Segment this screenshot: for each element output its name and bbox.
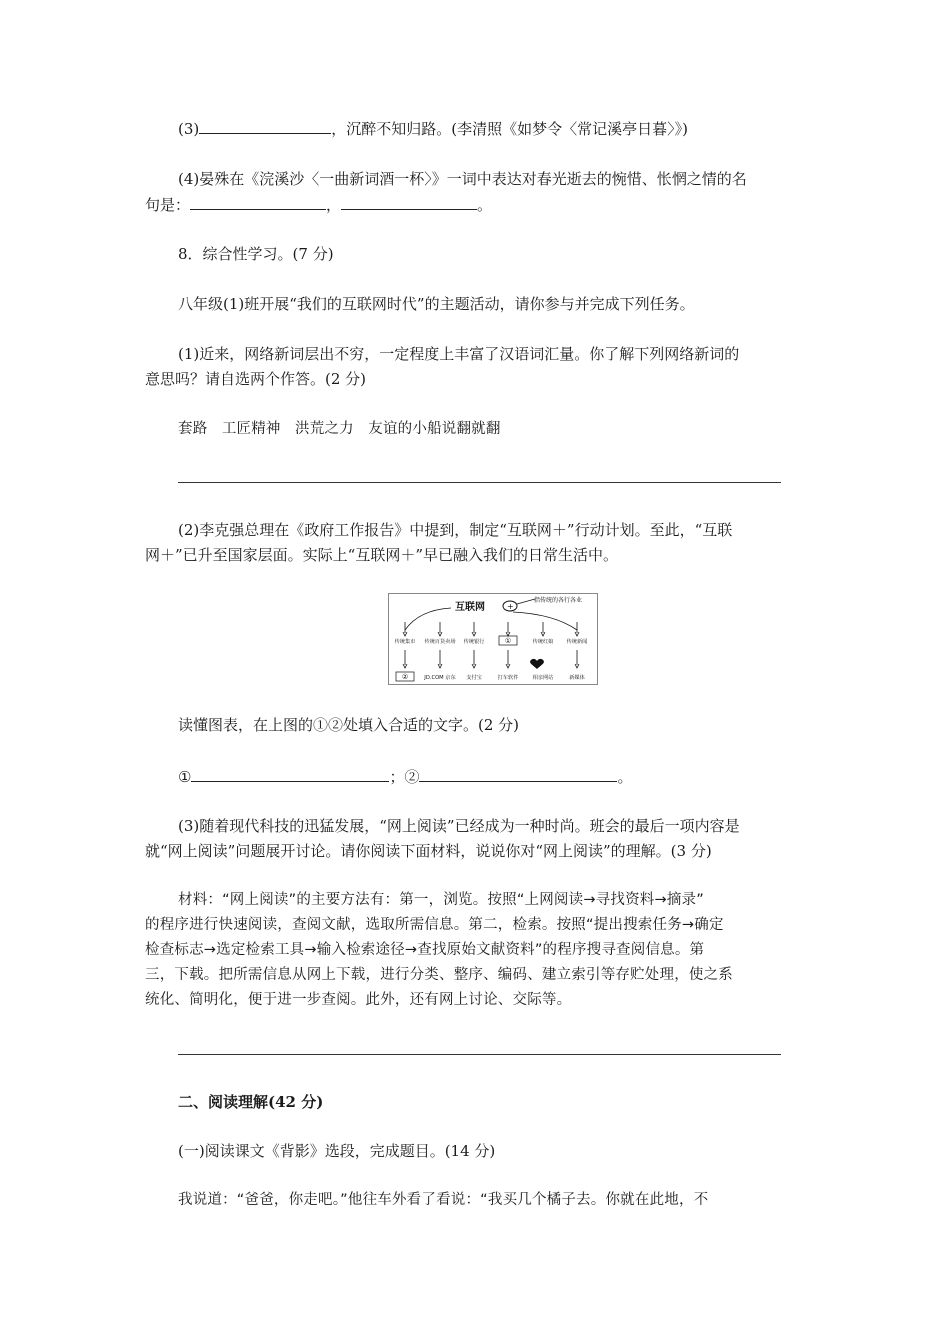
diagram-top-label: 传统红娘: [532, 639, 554, 645]
q8-part2-answers: [178, 765, 838, 788]
q8-part3-line1: (3)随着现代科技的迅猛发展，“网上阅读”已经成为一种时尚。班会的最后一项内容是: [178, 817, 740, 835]
q7-item4-line1: (4)晏殊在《浣溪沙〈一曲新词酒一杯〉》一词中表达对春光逝去的惋惜、怅惘之情的名: [178, 170, 747, 188]
bottom-labels: [396, 672, 586, 681]
answer-blank-2[interactable]: [419, 765, 617, 782]
material-line: 统化、简明化，便于进一步查阅。此外，还有网上讨论、交际等。: [145, 992, 572, 1008]
answer-blank[interactable]: [190, 193, 326, 210]
passage-start: 我说道：“爸爸，你走吧。”他往车外看了看说：“我买几个橘子去。你就在此地，不: [178, 1192, 709, 1208]
diagram-bottom-label: 支付宝: [466, 675, 482, 681]
item4-end: 。: [477, 196, 493, 214]
answer-blank[interactable]: [341, 193, 477, 210]
q8-part1-line2: 意思吗？请自选两个作答。(2 分): [145, 370, 367, 388]
diagram-bottom-label: 相亲网站: [532, 675, 554, 681]
item3-label: (3): [178, 120, 200, 138]
q8-part2-line2: 网＋”已升至国家层面。实际上“互联网＋”早已融入我们的日常生活中。: [145, 546, 619, 564]
diagram-top-label: 传统百货卖场: [424, 639, 456, 645]
item4-sep: ，: [326, 196, 342, 214]
internet-plus-diagram: [388, 593, 598, 685]
diagram-bottom-label: JD.COM 京东: [424, 675, 456, 681]
answer-sep: ；②: [389, 768, 420, 786]
answer-line[interactable]: [178, 1054, 781, 1055]
arc-left: [405, 608, 451, 630]
diagram-title: 互联网: [455, 602, 485, 613]
diagram-bottom-label: 新媒体: [569, 675, 585, 681]
diagram-bottom-label: 打车软件: [497, 675, 519, 681]
top-arrows: [403, 622, 579, 636]
answer-label-1: ①: [178, 768, 192, 786]
arc-right: [513, 612, 577, 630]
heart-icon: [530, 659, 544, 669]
answer-end: 。: [617, 768, 633, 786]
q7-item3: [178, 117, 838, 140]
item3-text: ，沉醉不知归路。(李清照《如梦令〈常记溪亭日暮〉》): [331, 120, 688, 138]
diagram-top-label: 传统集市: [394, 639, 416, 645]
diagram-svg: [389, 594, 597, 684]
item4-prefix: 句是：: [145, 196, 191, 214]
q8-part1-line1: (1)近来，网络新词层出不穷，一定程度上丰富了汉语词汇量。你了解下列网络新词的: [178, 345, 740, 363]
q8-title: 8．综合性学习。(7 分): [178, 245, 334, 263]
diagram-top-label: ①: [504, 637, 512, 645]
q8-intro: 八年级(1)班开展“我们的互联网时代”的主题活动，请你参与并完成下列任务。: [178, 295, 695, 313]
answer-line[interactable]: [178, 482, 781, 483]
answer-blank-1[interactable]: [191, 765, 389, 782]
section2-sub1: (一)阅读课文《背影》选段，完成题目。(14 分): [178, 1142, 496, 1160]
section2-title: 二、阅读理解(42 分): [178, 1093, 324, 1111]
plus-sign: +: [507, 602, 514, 611]
q8-part2-prompt: 读懂图表，在上图的①②处填入合适的文字。(2 分): [178, 716, 520, 734]
top-labels: [395, 636, 588, 645]
diagram-bottom-label: ②: [401, 673, 409, 681]
material-line: 检查标志→选定检索工具→输入检索途径→查找原始文献资料”的程序搜寻查阅信息。第: [145, 942, 705, 958]
q8-part2-line1: (2)李克强总理在《政府工作报告》中提到，制定“互联网＋”行动计划。至此，“互联: [178, 521, 733, 539]
mid-arrows: [403, 650, 579, 668]
material-line: 材料：“网上阅读”的主要方法有：第一，浏览。按照“上网阅读→寻找资料→摘录”: [178, 892, 704, 908]
note-pointer: [517, 599, 535, 604]
answer-blank[interactable]: [199, 117, 331, 134]
diagram-top-label: 传统新闻: [566, 639, 588, 645]
q8-part3-line2: 就“网上阅读”问题展开讨论。请你阅读下面材料，说说你对“网上阅读”的理解。(3 分): [145, 842, 712, 860]
diagram-note: 指传统的各行各业: [534, 597, 583, 604]
q7-item4-line2: [145, 193, 805, 216]
diagram-top-label: 传统银行: [463, 639, 485, 645]
material-line: 三，下载。把所需信息从网上下载，进行分类、整序、编码、建立索引等存贮处理，使之系: [145, 967, 733, 983]
material-line: 的程序进行快速阅读，查阅文献，选取所需信息。第二，检索。按照“提出搜索任务→确定: [145, 917, 724, 933]
q8-part1-words: 套路 工匠精神 洪荒之力 友谊的小船说翻就翻: [178, 421, 501, 437]
